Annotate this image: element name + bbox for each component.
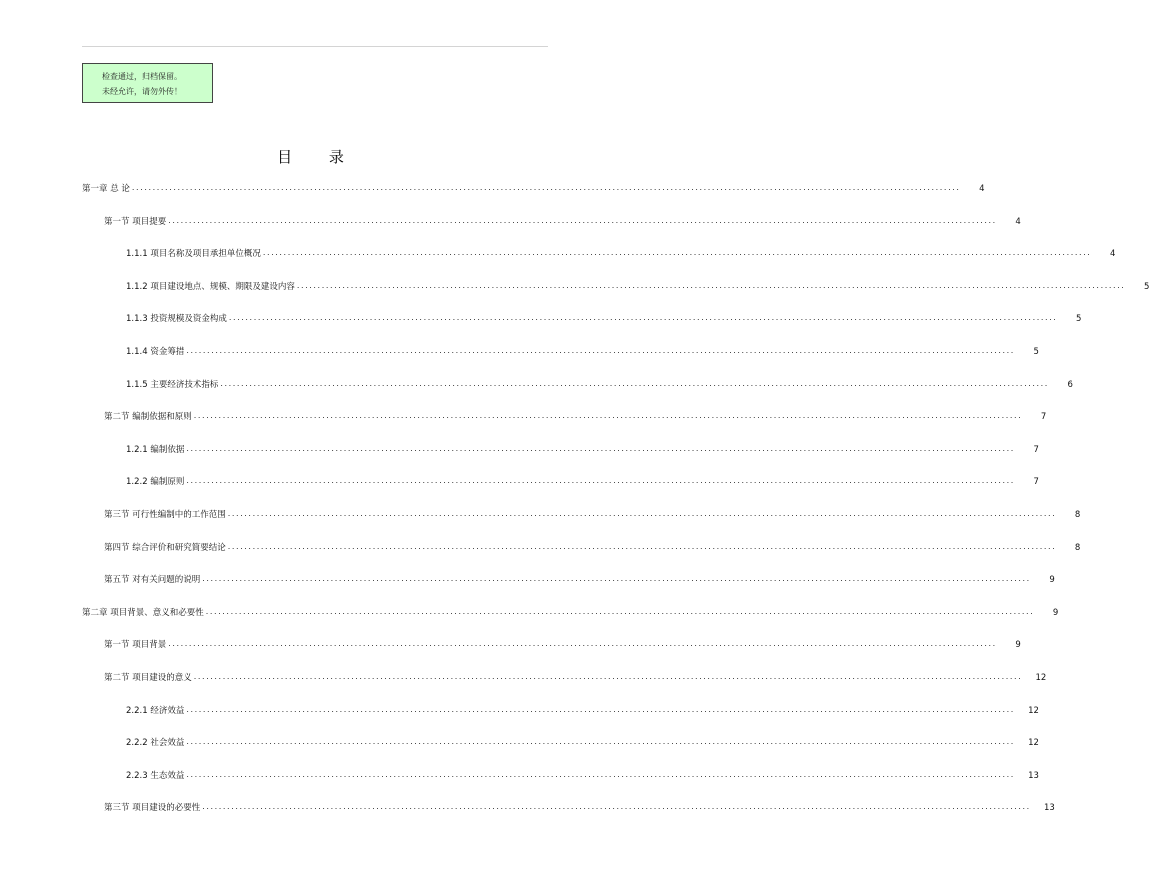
toc-page-number: 9	[1015, 640, 1021, 651]
toc-entry[interactable]	[126, 737, 1039, 749]
toc-entry-label: 第四节 综合评价和研究简要结论	[104, 542, 226, 553]
toc-entry[interactable]	[104, 411, 1047, 423]
toc-page-number: 4	[1015, 216, 1021, 227]
toc-page-number: 12	[1028, 705, 1039, 716]
toc-leader-dots: ........................................................................................................................................................................................................	[186, 704, 1015, 714]
toc-entry[interactable]	[104, 541, 1081, 554]
toc-entry[interactable]	[82, 606, 1059, 619]
toc-leader-dots: ........................................................................................................................................................................................................	[193, 411, 1023, 421]
toc-entry-label: 第二节 项目建设的意义	[104, 673, 192, 683]
toc-leader-dots: ........................................................................................................................................................................................................	[168, 639, 997, 649]
notice-line-1: 检查通过，归档保留。	[102, 72, 182, 81]
toc-entry[interactable]	[126, 443, 1039, 456]
toc-leader-dots: ........................................................................................................................................................................................................	[193, 672, 1023, 681]
toc-entry-label: 第五节 对有关问题的说明	[104, 575, 201, 586]
toc-leader-dots: ........................................................................................................................................................................................................	[186, 737, 1015, 747]
toc-leader-dots: ........................................................................................................................................................................................................	[296, 280, 1126, 290]
toc-entry-label: 2.2.2 社会效益	[126, 738, 185, 749]
toc-page-number: 12	[1035, 673, 1047, 683]
toc-entry[interactable]	[104, 802, 1055, 814]
toc-page-number: 5	[1076, 314, 1082, 325]
toc-entry-label: 2.2.1 经济效益	[126, 705, 185, 716]
toc-entry-label: 2.2.3 生态效益	[126, 770, 185, 781]
toc-entry-label: 1.1.1 项目名称及项目承担单位概况	[126, 249, 261, 260]
toc-leader-dots: ........................................................................................................................................................................................................	[262, 248, 1092, 258]
toc-entry-label: 第一节 项目提要	[104, 216, 167, 227]
toc-entry-label: 第一章 总 论	[82, 184, 130, 194]
toc-entry-label: 第三节 可行性编制中的工作范围	[104, 510, 226, 520]
toc-leader-dots: ........................................................................................................................................................................................................	[228, 313, 1058, 323]
toc-leader-dots: ........................................................................................................................................................................................................	[186, 443, 1015, 453]
toc-entry-label: 1.1.4 资金筹措	[126, 347, 185, 357]
toc-page-number: 9	[1052, 607, 1059, 618]
toc-entry[interactable]	[126, 378, 1073, 391]
toc-entry[interactable]	[82, 183, 985, 195]
toc-entry-label: 1.1.5 主要经济技术指标	[126, 379, 219, 390]
toc-entry[interactable]	[126, 476, 1039, 488]
toc-leader-dots: ........................................................................................................................................................................................................	[186, 769, 1015, 779]
toc-page-number: 8	[1074, 510, 1081, 520]
toc-title: 目 录	[277, 148, 360, 166]
toc-entry[interactable]	[104, 509, 1081, 521]
toc-page-number: 5	[1144, 281, 1149, 292]
toc-entry[interactable]	[104, 574, 1055, 586]
toc-page-number: 7	[1033, 477, 1039, 488]
notice-line-2: 未经允许，请勿外传！	[102, 87, 182, 96]
toc-page-number: 7	[1033, 444, 1039, 455]
toc-entry[interactable]	[126, 280, 1149, 293]
toc-entry[interactable]	[104, 215, 1021, 228]
toc-page-number: 8	[1074, 542, 1081, 553]
toc-page-number: 13	[1043, 803, 1055, 814]
toc-entry-label: 1.2.2 编制原则	[126, 477, 185, 488]
toc-page-number: 4	[1110, 249, 1116, 260]
toc-leader-dots: ........................................................................................................................................................................................................	[220, 378, 1049, 388]
toc-entry-label: 第二节 编制依据和原则	[104, 412, 192, 423]
toc-leader-dots: ........................................................................................................................................................................................................	[202, 574, 1031, 584]
toc-entry[interactable]	[126, 313, 1082, 325]
toc-entry[interactable]	[126, 769, 1039, 782]
toc-entry-label: 第一节 项目背景	[104, 640, 167, 651]
toc-page-number: 5	[1033, 347, 1039, 357]
toc-entry[interactable]	[104, 672, 1047, 684]
toc-leader-dots: ........................................................................................................................................................................................................	[168, 215, 997, 225]
toc-entry[interactable]	[126, 248, 1116, 260]
toc-leader-dots: ........................................................................................................................................................................................................	[227, 541, 1057, 551]
archive-notice-box	[82, 63, 213, 103]
toc-entry-label: 1.1.3 投资规模及资金构成	[126, 314, 227, 325]
toc-leader-dots: ........................................................................................................................................................................................................	[186, 476, 1015, 486]
toc-page-number: 9	[1049, 575, 1055, 586]
toc-entry[interactable]	[104, 639, 1021, 651]
toc-entry[interactable]	[126, 346, 1039, 358]
toc-page-number: 4	[979, 184, 985, 194]
toc-page-number: 7	[1040, 412, 1047, 423]
toc-entry-label: 第三节 项目建设的必要性	[104, 803, 201, 814]
toc-leader-dots: ........................................................................................................................................................................................................	[186, 346, 1015, 355]
toc-leader-dots: ........................................................................................................................................................................................................	[205, 606, 1035, 616]
toc-page-number: 13	[1028, 770, 1039, 781]
toc-entry-label: 1.2.1 编制依据	[126, 444, 185, 455]
toc-page-number: 6	[1067, 379, 1073, 390]
toc-leader-dots: ........................................................................................................................................................................................................	[227, 509, 1057, 518]
toc-leader-dots: ........................................................................................................................................................................................................	[131, 183, 961, 192]
toc-entry-label: 1.1.2 项目建设地点、规模、期限及建设内容	[126, 281, 295, 292]
toc-entry[interactable]	[126, 704, 1039, 717]
header-rule	[82, 46, 548, 47]
toc-page-number: 12	[1028, 738, 1039, 749]
toc-entry-label: 第二章 项目背景、意义和必要性	[82, 607, 204, 618]
toc-leader-dots: ........................................................................................................................................................................................................	[202, 802, 1031, 812]
